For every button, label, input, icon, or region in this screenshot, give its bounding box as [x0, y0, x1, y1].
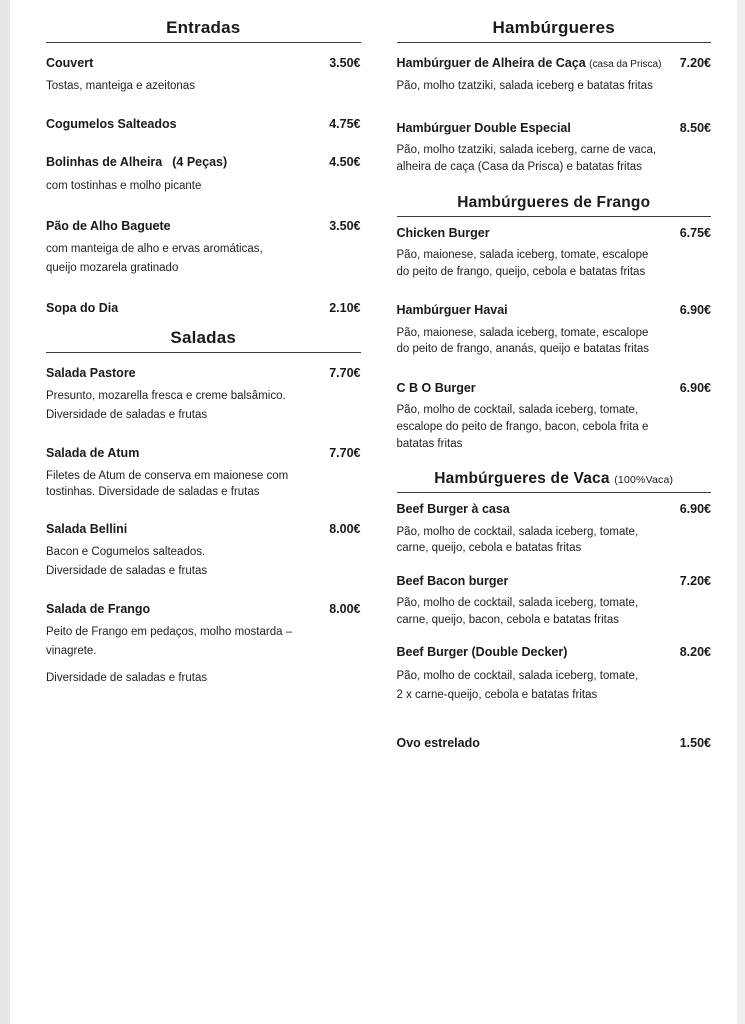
section-title-hamburgueres-vaca: [397, 470, 712, 493]
menu-item-description-line: do peito de frango, ananás, queijo e batatas fritas: [396, 343, 650, 356]
menu-item-head: [397, 380, 712, 396]
menu-item-description-line: Tostas, manteiga e azeitonas: [46, 80, 195, 93]
menu-item-description-line: Filetes de Atum de conserva em maionese com: [46, 469, 289, 482]
menu-item-price: 4.50€: [329, 155, 361, 170]
menu-item-head: [46, 445, 361, 461]
section-spacer: [397, 452, 712, 470]
menu-item-description: [397, 247, 702, 280]
menu-item-name: [46, 154, 227, 170]
menu-item-description-line: Pão, maionese, salada iceberg, tomate, escalope: [396, 326, 649, 339]
menu-item: [397, 573, 712, 629]
menu-item-description-line: Presunto, mozarella fresca e creme balsâmico.: [46, 390, 286, 403]
menu-column-left: [46, 18, 361, 751]
section-title-text: Hambúrgueres de Vaca: [434, 470, 610, 488]
menu-item: [46, 521, 361, 581]
menu-item-price: 6.75€: [679, 225, 711, 240]
menu-item: [397, 55, 712, 96]
menu-item-description-line: Diversidade de saladas e frutas: [46, 672, 208, 685]
menu-item: [46, 300, 361, 316]
menu-item-description: [397, 325, 702, 358]
menu-item-price: 6.90€: [679, 502, 711, 517]
menu-item: [46, 55, 361, 96]
menu-item-price: 7.70€: [329, 446, 361, 461]
menu-item-description-line: tostinhas. Diversidade de saladas e frutas: [46, 486, 260, 499]
menu-item-description: [46, 177, 351, 196]
menu-item-price: 8.00€: [329, 521, 361, 536]
menu-column-right: [397, 18, 712, 751]
menu-item-description-line: alheira de caça (Casa da Prisca) e batatas fritas: [396, 161, 642, 174]
menu-item-head: [397, 225, 712, 241]
menu-item-head: [397, 55, 712, 71]
menu-item-description: [397, 524, 702, 557]
menu-item-name: Hambúrguer Double Especial: [396, 121, 571, 136]
menu-item-head: [397, 644, 712, 660]
menu-item-name: [397, 55, 662, 71]
menu-item-price: 2.10€: [329, 300, 361, 315]
menu-item-description-line: Pão, molho tzatziki, salada iceberg, carne de vaca,: [396, 144, 657, 157]
menu-item-name: Beef Burger (Double Decker): [396, 645, 568, 660]
menu-item-description-line: Pão, molho de cocktail, salada iceberg, tomate,: [396, 525, 639, 538]
menu-item-price: 6.90€: [679, 381, 711, 395]
menu-item-name: Salada Bellini: [46, 521, 128, 536]
menu-item-name: Ovo estrelado: [396, 735, 480, 750]
section-title-saladas: Saladas: [46, 328, 361, 353]
menu-item-description: [46, 387, 351, 425]
menu-item-price: 8.50€: [679, 121, 711, 136]
menu-item-head: [46, 601, 361, 617]
menu-section-hamburgueres-vaca: [397, 470, 712, 751]
section-title-entradas: Entradas: [46, 18, 361, 43]
menu-item-description-line: com manteiga de alho e ervas aromáticas,: [46, 242, 263, 255]
menu-item: [397, 380, 712, 452]
menu-item-description: [397, 595, 702, 628]
menu-item-price: 7.20€: [679, 573, 711, 588]
menu-section-hamburgueres: [397, 18, 712, 176]
menu-item-description-line: Pão, molho de cocktail, salada iceberg, tomate,: [396, 597, 639, 610]
menu-item-name: Beef Bacon burger: [396, 573, 509, 588]
menu-item-description-line: Bacon e Cogumelos salteados.: [46, 546, 206, 559]
menu-item-description: [397, 77, 702, 96]
menu-item-price: 7.20€: [679, 56, 711, 70]
menu-item-price: 8.20€: [679, 645, 711, 660]
menu-item-description: [397, 667, 702, 705]
menu-item-description-line: batatas fritas: [396, 437, 463, 450]
menu-item-description-line: com tostinhas e molho picante: [46, 179, 202, 192]
menu-item: [397, 644, 712, 704]
menu-item-price: 3.50€: [329, 218, 361, 233]
menu-section-hamburgueres-frango: [397, 194, 712, 452]
section-spacer: [397, 176, 712, 194]
menu-item-name-text: Hambúrguer de Alheira de Caça: [396, 56, 586, 70]
menu-section-saladas: [46, 328, 361, 688]
section-title-hamburgueres: Hambúrgueres: [397, 18, 712, 43]
menu-item-description: [397, 402, 702, 452]
menu-item-name: Cogumelos Salteados: [46, 117, 177, 132]
menu-item-price: 4.75€: [329, 117, 361, 132]
menu-item-description: [46, 240, 351, 278]
menu-item-description: [397, 142, 702, 175]
menu-item: [46, 365, 361, 425]
menu-item-name: Salada Pastore: [46, 366, 136, 381]
menu-item-head: [46, 218, 361, 234]
menu-item-head: [46, 521, 361, 537]
page-right-edge: [737, 0, 745, 1024]
menu-item-description-line: Pão, molho tzatziki, salada iceberg e batatas fritas: [396, 80, 653, 93]
menu-item-description-line: carne, queijo, cebola e batatas fritas: [396, 542, 582, 555]
menu-item-name-text: Bolinhas de Alheira: [46, 155, 163, 170]
menu-item-note: (casa da Prisca): [589, 59, 662, 70]
menu-item-head: [46, 300, 361, 316]
menu-item: [46, 601, 361, 688]
menu-item-description-line: Peito de Frango em pedaços, molho mostarda –: [46, 626, 293, 639]
menu-item-quantity: (4 Peças): [172, 155, 228, 170]
menu-item-description-line: Pão, molho de cocktail, salada iceberg, tomate,: [396, 404, 639, 417]
menu-item: [397, 735, 712, 751]
menu-item-head: [46, 365, 361, 381]
menu-item-head: [397, 501, 712, 517]
menu-item-description-line: do peito de frango, queijo, cebola e batatas fritas: [396, 265, 646, 278]
menu-columns: [26, 18, 719, 751]
menu-item: [46, 218, 361, 278]
menu-item-price: 8.00€: [329, 602, 361, 617]
menu-item-name: Pão de Alho Baguete: [46, 218, 171, 233]
menu-item-description: [46, 543, 351, 581]
page-left-edge: [0, 0, 10, 1024]
section-spacer: [46, 316, 361, 328]
menu-item: [46, 445, 361, 501]
menu-item-head: [397, 735, 712, 751]
menu-item: [46, 116, 361, 132]
menu-item-description: [46, 623, 351, 688]
menu-item: [397, 225, 712, 281]
menu-item-description-line: Diversidade de saladas e frutas: [46, 409, 208, 422]
menu-item-description-line: vinagrete.: [46, 645, 97, 658]
menu-item-description-line: carne, queijo, bacon, cebola e batatas fritas: [396, 613, 619, 626]
menu-item: [397, 501, 712, 557]
menu-item-head: [46, 154, 361, 170]
menu-item-name: Salada de Atum: [46, 446, 140, 461]
menu-item-name: Hambúrguer Havai: [396, 303, 508, 318]
menu-item-description: [46, 77, 351, 96]
menu-item-head: [46, 55, 361, 71]
menu-item-description-line: Pão, maionese, salada iceberg, tomate, escalope: [396, 249, 649, 262]
menu-item-name: Chicken Burger: [396, 225, 490, 240]
menu-item-name: Salada de Frango: [46, 602, 151, 617]
section-title-suffix: (100%Vaca): [614, 474, 674, 487]
menu-item-name: Couvert: [46, 56, 94, 70]
menu-item-name: Sopa do Dia: [46, 300, 119, 315]
menu-item-head: [46, 116, 361, 132]
menu-item-head: [397, 120, 712, 136]
menu-item-price: 6.90€: [679, 303, 711, 318]
menu-section-entradas: [46, 18, 361, 316]
menu-item-description-line: queijo mozarela gratinado: [46, 261, 179, 274]
menu-item-description-line: Diversidade de saladas e frutas: [46, 565, 208, 578]
menu-item-head: [397, 573, 712, 589]
menu-item-price: 7.70€: [329, 366, 361, 381]
menu-item-description: [46, 468, 351, 501]
menu-item-price: 3.50€: [329, 56, 361, 70]
menu-item-description-line: Pão, molho de cocktail, salada iceberg, tomate,: [396, 669, 639, 682]
menu-item: [397, 302, 712, 358]
menu-item: [397, 120, 712, 176]
menu-item-price: 1.50€: [679, 735, 711, 750]
menu-item-name: Beef Burger à casa: [396, 502, 510, 517]
section-title-hamburgueres-frango: Hambúrgueres de Frango: [397, 194, 712, 217]
menu-item-name: C B O Burger: [396, 381, 476, 395]
menu-item-description-line: escalope do peito de frango, bacon, cebola frita e: [396, 420, 649, 433]
menu-item-description-line: 2 x carne-queijo, cebola e batatas fritas: [396, 688, 598, 701]
menu-item: [46, 154, 361, 195]
menu-item-head: [397, 302, 712, 318]
